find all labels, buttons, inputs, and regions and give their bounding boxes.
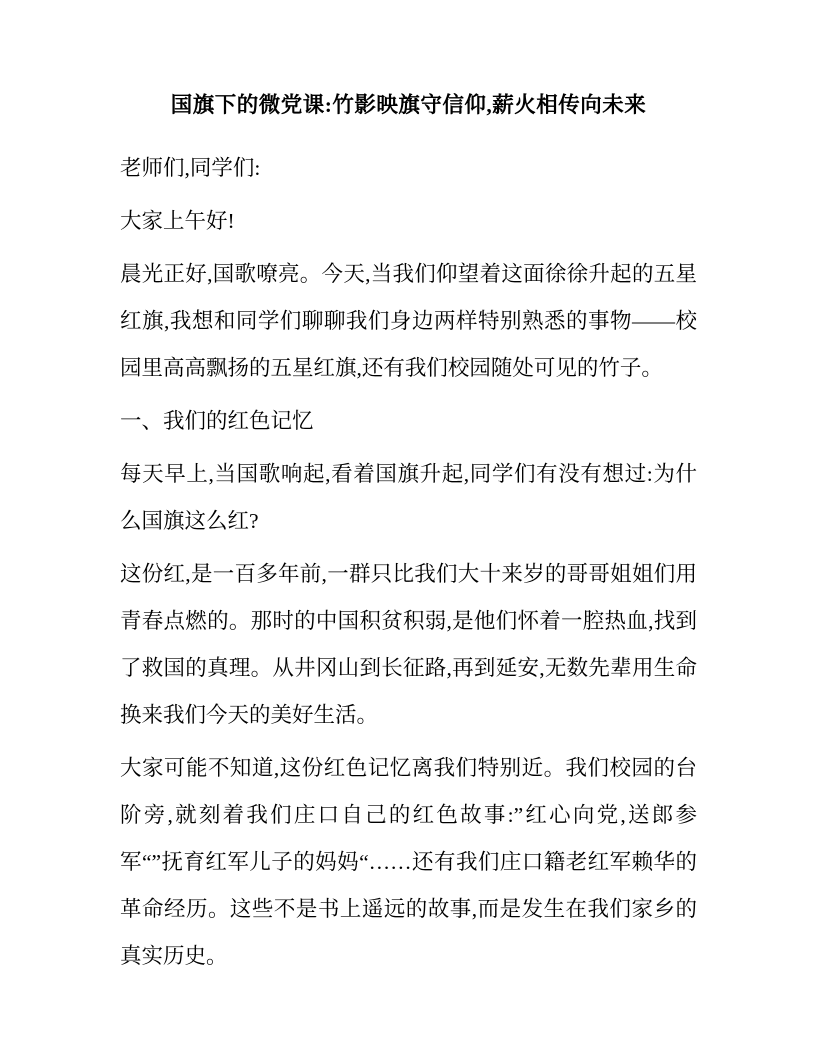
paragraph-history: 这份红,是一百多年前,一群只比我们大十来岁的哥哥姐姐们用青春点燃的。那时的中国积贫积弱,是他们怀着一腔热血,找到了救国的真理。从井冈山到长征路,再到延安,无数先辈用生命换来我们今天的美好生活。: [120, 562, 697, 727]
salutation-line: 老师们,同学们:: [120, 156, 261, 180]
greeting-line: 大家上午好!: [120, 209, 235, 233]
paragraph-question: 每天早上,当国歌响起,看着国旗升起,同学们有没有想过:为什么国旗这么红?: [120, 462, 697, 533]
paragraph-local-stories: 大家可能不知道,这份红色记忆离我们特别近。我们校园的台阶旁,就刻着我们庄口自己的红色故事:”红心向党,送郎参军“”抚育红军儿子的妈妈“……还有我们庄口籍老红军赖华的革命经历。这些不是书上遥远的故事,而是发生在我们家乡的真实历史。: [120, 756, 697, 968]
section-heading-red-memory: 一、我们的红色记忆: [120, 409, 314, 433]
document-title: 国旗下的微党课:竹影映旗守信仰,薪火相传向未来: [170, 93, 647, 117]
intro-paragraph: 晨光正好,国歌嘹亮。今天,当我们仰望着这面徐徐升起的五星红旗,我想和同学们聊聊我们身边两样特别熟悉的事物——校园里高高飘扬的五星红旗,还有我们校园随处可见的竹子。: [120, 262, 697, 380]
